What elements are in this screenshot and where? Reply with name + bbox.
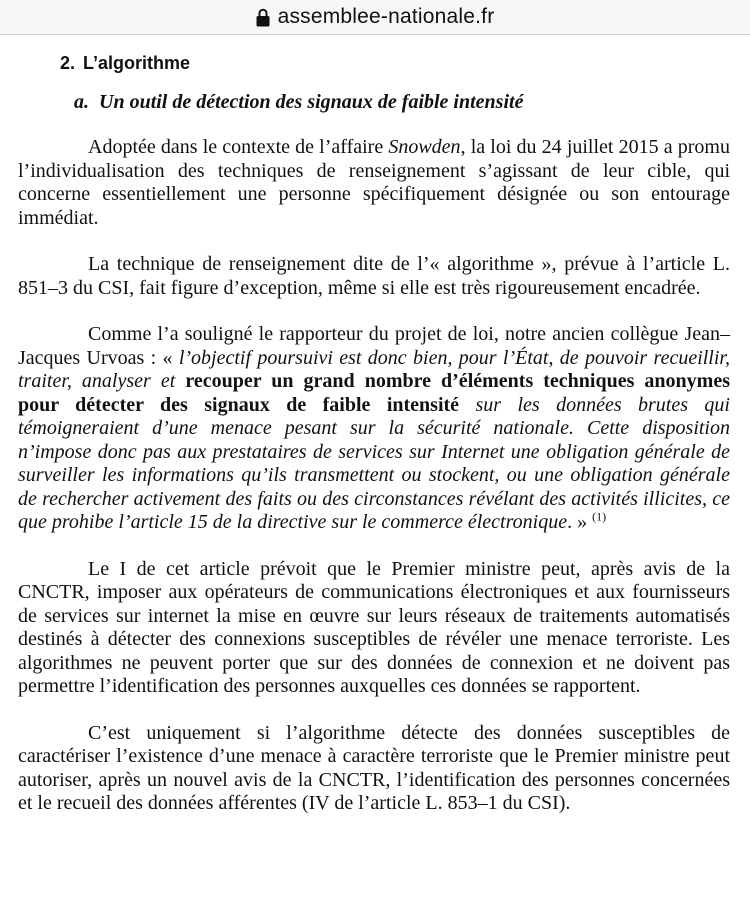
footnote-ref[interactable]: (1) [592,509,607,524]
section-heading [60,53,730,74]
paragraph-2: La technique de renseignement dite de l’« algorithme », prévue à l’article L. 851–3 du CSI, fait figure d’exception, même si elle est très rigoureusement encadrée. [18,253,730,299]
quote-italic-2: sur les données brutes qui témoigneraient d’une menace pesant sur la sécurité nationale. Cette disposition n’impose donc pas aux prestataires de services sur Internet une obligation générale de surveiller les informations qu’ils transmettent ou stockent, ou une obligation générale de rechercher activement des faits ou des circonstances révélant des activités illicites, ce que prohibe l’article 15 de la directive sur le commerce électronique [18,393,730,533]
lock-icon [256,8,270,27]
document-page [0,53,750,816]
section-number: 2. [60,53,76,73]
paragraph-5: C’est uniquement si l’algorithme détecte des données susceptibles de caractériser l’existence d’une menace à caractère terroriste que le Premier ministre peut autoriser, après un nouvel avis de la CNCTR, l’identification des personnes concernées et le recueil des données afférentes (IV de l’article L. 853–1 du CSI). [18,721,730,814]
quote-intro: Comme l’a souligné le rapporteur du projet de loi, notre ancien collègue Jean–Jacques Urvoas : « [18,323,730,369]
subsection-title: Un outil de détection des signaux de faible intensité [99,91,524,113]
paragraph-1-text-c: , la loi du 24 juillet 2015 a promu l’individualisation des techniques de renseignement s’agissant de leur cible, qui concerne essentiellement une personne spécifiquement désignée ou son entourage immédiat. [18,136,730,229]
section-title: L’algorithme [83,53,191,73]
quote-bold-emphasis: recouper un grand nombre d’éléments techniques anonymes pour détecter des signaux de faible intensité [18,370,730,416]
quote-close: . » [567,511,593,533]
quote-italic-1: l’objectif poursuivi est donc bien, pour l’État, de pouvoir recueillir, traiter, analyser et [18,346,730,392]
paragraph-1-snowden: Snowden [388,136,461,158]
paragraph-4: Le I de cet article prévoit que le Premier ministre peut, après avis de la CNCTR, imposer aux opérateurs de communications électroniques et aux fournisseurs de services sur internet la mise en œuvre sur leurs réseaux de traitements automatisés destinés à détecter des connexions susceptibles de révéler une menace terroriste. Les algorithmes ne peuvent porter que sur des données de connexion et ne doivent pas permettre l’identification des personnes auxquelles ces données se rapportent. [18,557,730,697]
subsection-heading [74,91,730,114]
subsection-letter: a. [74,91,89,113]
paragraph-3-quote [18,323,730,535]
url-text[interactable]: assemblee-nationale.fr [277,5,495,28]
paragraph-1-text-a: Adoptée dans le contexte de l’affaire [88,136,389,158]
address-bar[interactable] [0,0,750,35]
paragraph-1 [18,136,730,230]
